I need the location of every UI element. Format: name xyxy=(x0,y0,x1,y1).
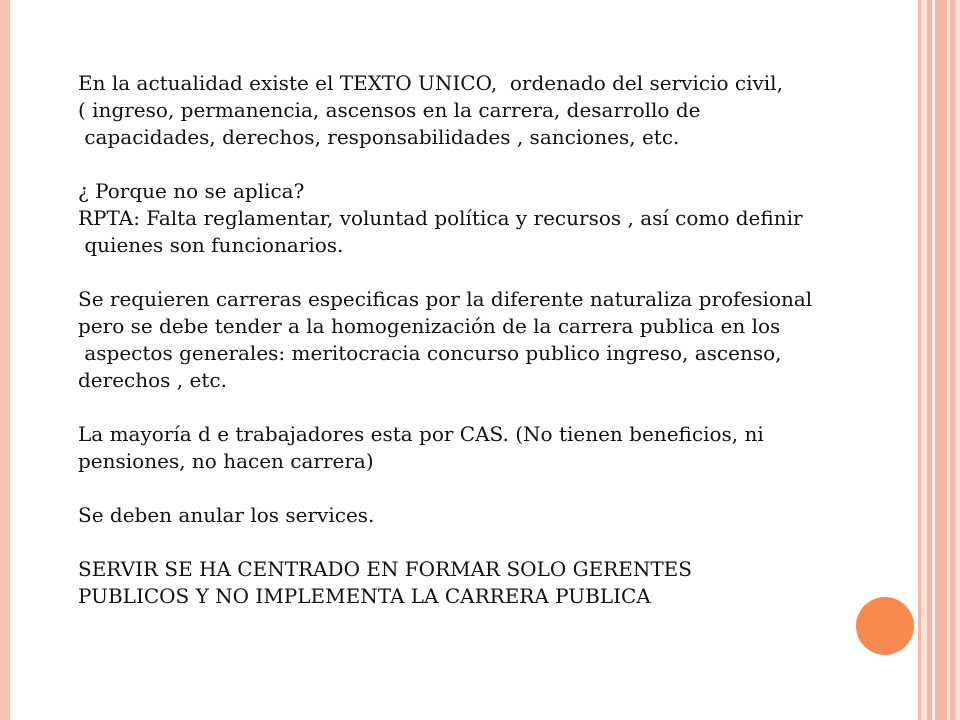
slide-body-text xyxy=(78,70,898,610)
text-line: quienes son funcionarios. xyxy=(78,233,344,257)
paragraph-gap xyxy=(78,394,898,421)
paragraph-gap xyxy=(78,529,898,556)
text-line: pensiones, no hacen carrera) xyxy=(78,449,374,473)
right-stripe-line xyxy=(955,0,960,720)
text-line: SERVIR SE HA CENTRADO EN FORMAR SOLO GERENTES xyxy=(78,557,692,581)
paragraph-servir xyxy=(78,556,898,610)
paragraph-carreras xyxy=(78,286,898,394)
left-border-decoration xyxy=(0,0,10,720)
text-line: aspectos generales: meritocracia concurso publico ingreso, ascenso, xyxy=(78,341,782,365)
text-line: derechos , etc. xyxy=(78,368,227,392)
text-line: Se deben anular los services. xyxy=(78,503,375,527)
text-line: ( ingreso, permanencia, ascensos en la carrera, desarrollo de xyxy=(78,98,701,122)
text-line: En la actualidad existe el TEXTO UNICO, ordenado del servicio civil, xyxy=(78,71,783,95)
text-line: capacidades, derechos, responsabilidades , sanciones, etc. xyxy=(78,125,680,149)
text-line: pero se debe tender a la homogenización de la carrera publica en los xyxy=(78,314,781,338)
paragraph-services xyxy=(78,502,898,529)
paragraph-gap xyxy=(78,151,898,178)
right-stripe-line xyxy=(932,0,935,720)
text-line: Se requieren carreras especificas por la diferente naturaliza profesional xyxy=(78,287,813,311)
text-line: La mayoría d e trabajadores esta por CAS. (No tienen beneficios, ni xyxy=(78,422,764,446)
text-line: ¿ Porque no se aplica? xyxy=(78,179,305,203)
paragraph-servicio-civil xyxy=(78,70,898,151)
paragraph-gap xyxy=(78,475,898,502)
right-stripe-line xyxy=(947,0,950,720)
paragraph-gap xyxy=(78,259,898,286)
text-line: PUBLICOS Y NO IMPLEMENTA LA CARRERA PUBLICA xyxy=(78,584,651,608)
paragraph-cas xyxy=(78,421,898,475)
paragraph-porque xyxy=(78,178,898,259)
right-stripe-line xyxy=(921,0,927,720)
text-line: RPTA: Falta reglamentar, voluntad política y recursos , así como definir xyxy=(78,206,803,230)
